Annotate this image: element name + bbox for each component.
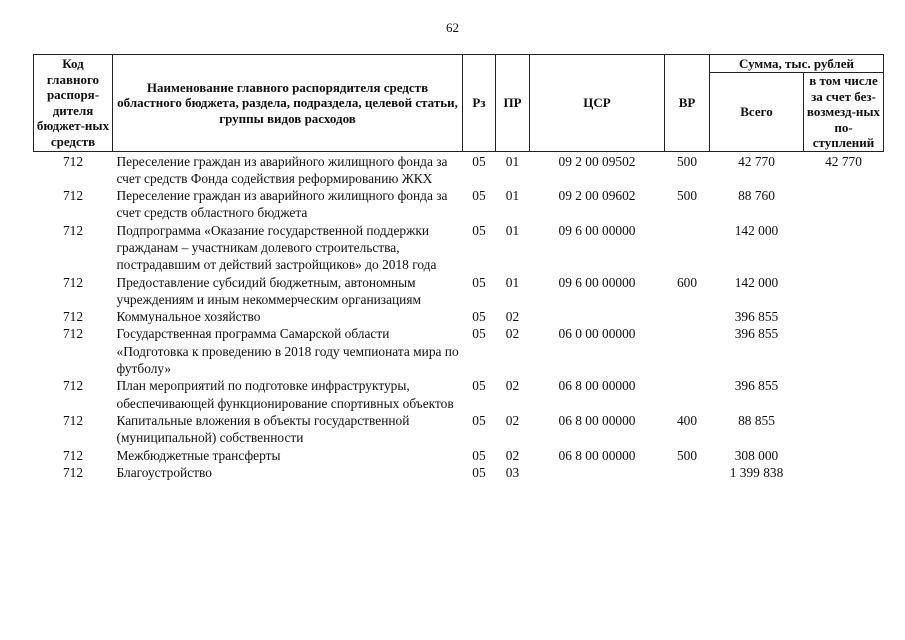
cell-csr: [530, 464, 665, 481]
cell-csr: 06 8 00 00000: [558, 412, 636, 428]
cell-code: 712: [62, 326, 84, 342]
cell-csr: 06 8 00 00000: [558, 378, 636, 394]
cell-vr: [665, 308, 710, 325]
table-row: [34, 377, 884, 412]
cell-vr: [665, 464, 710, 481]
cell-name: Межбюджетные трансферты: [116, 447, 281, 463]
cell-vr: 500: [676, 447, 698, 463]
cell-pr: 02: [505, 326, 520, 342]
cell-name: Благоустройство: [116, 464, 212, 480]
cell-total: 396 855: [734, 309, 779, 325]
cell-incl: [804, 274, 884, 309]
cell-incl: [804, 325, 884, 377]
cell-pr: 02: [505, 412, 520, 428]
header-total: Всего: [710, 73, 804, 152]
cell-rz: 05: [472, 153, 486, 169]
cell-rz: 05: [472, 309, 486, 325]
cell-vr: 500: [676, 188, 698, 204]
table-row: [34, 151, 884, 187]
cell-name: План мероприятий по подготовке инфраструктуры, обеспечивающей функционирование спортивных объектов: [116, 378, 454, 411]
cell-incl: [804, 308, 884, 325]
cell-total: 396 855: [734, 378, 779, 394]
cell-rz: 05: [472, 412, 486, 428]
cell-csr: 09 2 00 09502: [558, 153, 636, 169]
cell-incl: [804, 222, 884, 274]
table-row: [34, 274, 884, 309]
cell-name: Подпрограмма «Оказание государственной поддержки гражданам – участникам долевого строительства, пострадавшим от действий застройщиков» до 2018 года: [116, 222, 437, 273]
cell-rz: 05: [472, 222, 486, 238]
cell-incl: [804, 464, 884, 481]
header-vr: ВР: [665, 55, 710, 152]
cell-vr: 500: [676, 153, 698, 169]
cell-code: 712: [62, 412, 84, 428]
cell-vr: [665, 222, 710, 274]
cell-vr: [665, 377, 710, 412]
table-row: [34, 464, 884, 481]
cell-incl: [804, 412, 884, 447]
cell-csr: 09 2 00 09602: [558, 188, 636, 204]
budget-table: [33, 54, 884, 481]
cell-total: 142 000: [734, 274, 779, 290]
cell-total: 308 000: [734, 447, 779, 463]
cell-code: 712: [62, 153, 84, 169]
cell-pr: 02: [505, 447, 520, 463]
cell-total: 1 399 838: [729, 464, 784, 480]
cell-code: 712: [62, 464, 84, 480]
cell-csr: 09 6 00 00000: [558, 274, 636, 290]
cell-pr: 01: [505, 153, 520, 169]
cell-incl: [804, 377, 884, 412]
cell-incl: [804, 447, 884, 464]
cell-total: 396 855: [734, 326, 779, 342]
cell-rz: 05: [472, 188, 486, 204]
cell-name: Капитальные вложения в объекты государственной (муниципальной) собственности: [116, 412, 410, 446]
header-code: Код главного распоря-дителя бюджет-ных средств: [34, 55, 113, 152]
cell-name: Коммунальное хозяйство: [116, 309, 261, 325]
cell-vr: 600: [676, 274, 698, 290]
table-row: [34, 187, 884, 222]
cell-csr: 06 8 00 00000: [558, 447, 636, 463]
cell-rz: 05: [472, 274, 486, 290]
cell-vr: [665, 325, 710, 377]
table-body: [34, 151, 884, 481]
table-row: [34, 222, 884, 274]
cell-pr: 01: [505, 222, 520, 238]
cell-name: Государственная программа Самарской области «Подготовка к проведению в 2018 году чемпионата мира по футболу»: [116, 326, 459, 377]
cell-code: 712: [62, 378, 84, 394]
table-row: [34, 447, 884, 464]
cell-csr: [530, 308, 665, 325]
header-name: Наименование главного распорядителя средств областного бюджета, раздела, подраздела, целевой статьи, группы видов расходов: [113, 55, 463, 152]
cell-code: 712: [62, 309, 84, 325]
header-pr: ПР: [496, 55, 530, 152]
header-incl: в том числе за счет без-возмезд-ных по-ступлений: [804, 73, 884, 152]
header-csr: ЦСР: [530, 55, 665, 152]
cell-name: Переселение граждан из аварийного жилищного фонда за счет средств областного бюджета: [116, 188, 448, 221]
cell-csr: 06 0 00 00000: [558, 326, 636, 342]
cell-pr: 03: [505, 464, 520, 480]
cell-incl: [804, 187, 884, 222]
cell-total: 88 760: [738, 188, 775, 204]
cell-csr: 09 6 00 00000: [558, 222, 636, 238]
cell-pr: 01: [505, 274, 520, 290]
cell-vr: 400: [676, 412, 698, 428]
cell-name: Предоставление субсидий бюджетным, автономным учреждениям и иным некоммерческим организациям: [116, 274, 421, 307]
cell-pr: 02: [505, 309, 520, 325]
cell-code: 712: [62, 222, 84, 238]
cell-rz: 05: [472, 447, 486, 463]
cell-total: 88 855: [738, 412, 775, 428]
table-row: [34, 308, 884, 325]
cell-code: 712: [62, 447, 84, 463]
cell-pr: 02: [505, 378, 520, 394]
table-header: [34, 55, 884, 152]
table-row: [34, 325, 884, 377]
cell-pr: 01: [505, 188, 520, 204]
cell-total: 142 000: [734, 222, 779, 238]
cell-code: 712: [62, 274, 84, 290]
cell-incl: 42 770: [825, 153, 862, 169]
cell-total: 42 770: [738, 153, 775, 169]
cell-code: 712: [62, 188, 84, 204]
cell-rz: 05: [472, 464, 486, 480]
cell-rz: 05: [472, 378, 486, 394]
page-number: 62: [446, 20, 459, 35]
header-rz: Рз: [463, 55, 496, 152]
table-row: [34, 412, 884, 447]
cell-name: Переселение граждан из аварийного жилищного фонда за счет средств Фонда содействия реформированию ЖКХ: [116, 153, 448, 186]
cell-rz: 05: [472, 326, 486, 342]
header-sum: Сумма, тыс. рублей: [710, 55, 884, 73]
